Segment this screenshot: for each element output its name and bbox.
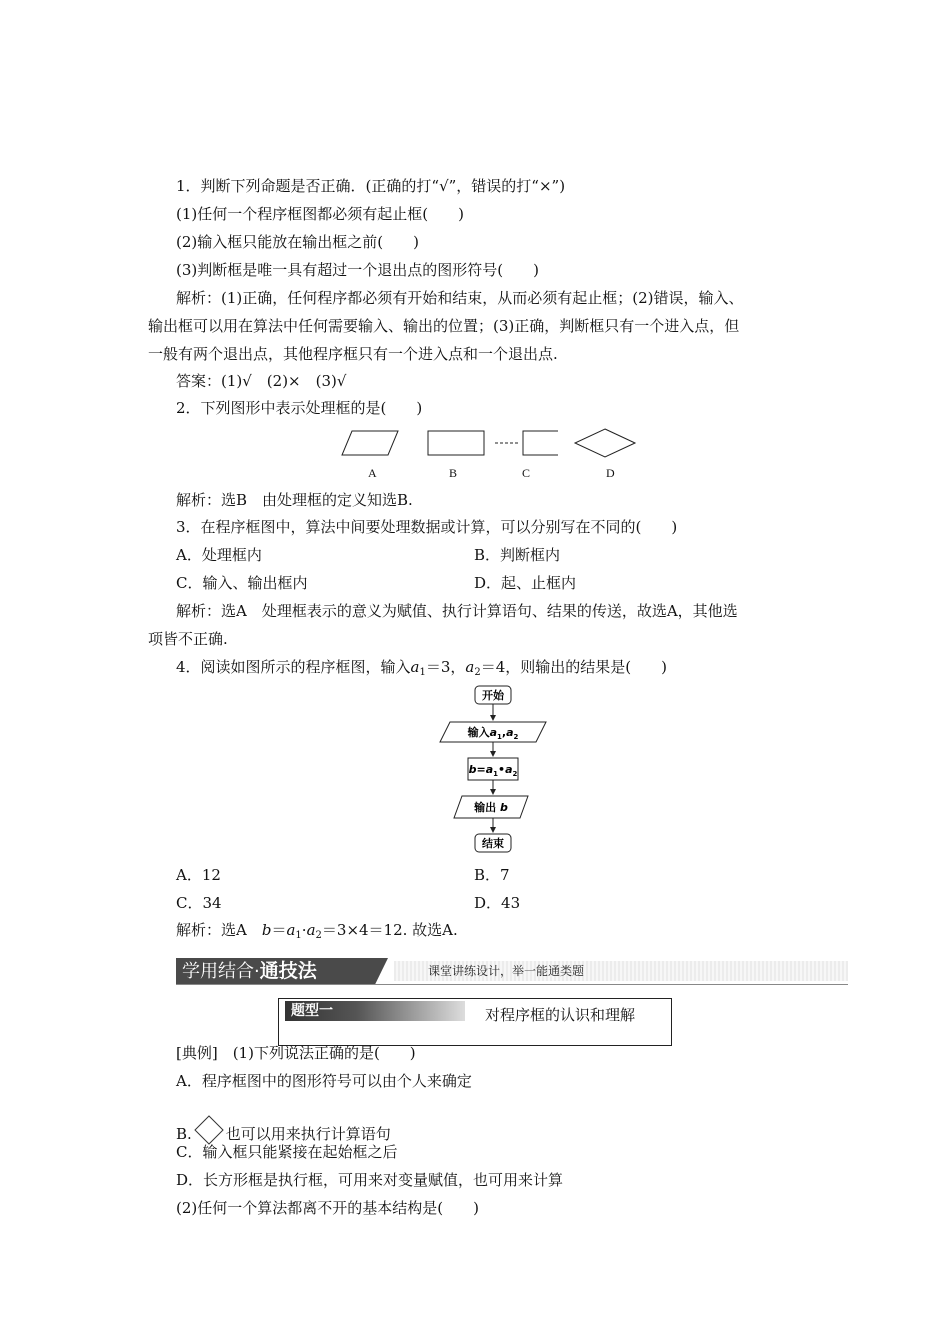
question-type-box [278, 998, 672, 1046]
q2-label-a: A [368, 466, 377, 480]
flow-input-text: 输入$a_1,a_2$ [467, 726, 519, 741]
q2-label-d: D [606, 466, 615, 480]
q3-option-c: C．输入、输出框内 [176, 574, 308, 592]
banner-underline [176, 984, 848, 985]
banner-title: 学用结合·通技法 [182, 960, 317, 982]
q3-option-d: D．起、止框内 [474, 574, 577, 592]
flow-process-text: $b=a_1•a_2$ [468, 763, 518, 778]
q1-answer: 答案：(1)√ (2)× (3)√ [176, 372, 347, 390]
q1-title: 1．判断下列命题是否正确．(正确的打“√”，错误的打“×”) [176, 177, 566, 195]
q2-title: 2．下列图形中表示处理框的是( ) [176, 399, 423, 417]
diamond-shape-icon [194, 1115, 224, 1145]
example-head: [典例] (1)下列说法正确的是( ) [176, 1044, 416, 1062]
q2-analysis: 解析：选B 由处理框的定义知选B. [176, 491, 413, 509]
q1-item-1: (1)任何一个程序框图都必须有起止框( ) [176, 205, 464, 223]
type-label: 题型一 [291, 1003, 333, 1019]
example-question-2: (2)任何一个算法都离不开的基本结构是( ) [176, 1199, 479, 1217]
q4-option-a: A．12 [176, 866, 221, 884]
example-option-b: B. 也可以用来执行计算语句 [176, 1115, 391, 1145]
q4-title: 4．阅读如图所示的程序框图，输入$a_1=3$，$a_2=4$，则输出的结果是( ) [176, 658, 667, 678]
type-title: 对程序框的认识和理解 [485, 1006, 636, 1024]
q4-option-d: D．43 [474, 894, 521, 912]
q1-item-3: (3)判断框是唯一具有超过一个退出点的图形符号( ) [176, 261, 539, 279]
q2-label-b: B [449, 466, 458, 480]
open-bracket-shape [523, 431, 558, 455]
q1-analysis-1: 解析：(1)正确，任何程序都必须有开始和结束，从而必须有起止框；(2)错误，输入、 [176, 289, 744, 307]
banner-subtitle: 课堂讲练设计，举一能通类题 [428, 964, 585, 978]
q1-analysis-3: 一般有两个退出点，其他程序框只有一个进入点和一个退出点. [148, 345, 558, 363]
example-option-d: D．长方形框是执行框，可用来对变量赋值，也可用来计算 [176, 1171, 564, 1189]
q4-option-c: C．34 [176, 894, 222, 912]
q2-label-c: C [522, 466, 531, 480]
q1-item-2: (2)输入框只能放在输出框之前( ) [176, 233, 419, 251]
flow-start-text: 开始 [482, 689, 504, 702]
section-banner [176, 958, 848, 984]
q1-analysis-2: 输出框可以用在算法中任何需要输入、输出的位置；(3)正确，判断框只有一个进入点，但 [148, 317, 740, 335]
example-option-a: A．程序框图中的图形符号可以由个人来确定 [176, 1072, 472, 1090]
parallelogram-shape [342, 431, 398, 455]
q4-analysis: 解析：选A $b=a_1\cdot a_2=3\times 4=12$. 故选A. [176, 921, 458, 941]
example-option-c: C．输入框只能紧接在起始框之后 [176, 1143, 398, 1161]
rectangle-shape [428, 431, 484, 455]
q3-analysis-2: 项皆不正确. [148, 630, 228, 648]
q4-flowchart [438, 684, 548, 856]
q3-title: 3．在程序框图中，算法中间要处理数据或计算，可以分别写在不同的( ) [176, 518, 678, 536]
q3-analysis-1: 解析：选A 处理框表示的意义为赋值、执行计算语句、结果的传送，故选A，其他选 [176, 602, 738, 620]
flow-end-text: 结束 [482, 837, 504, 850]
q3-option-a: A．处理框内 [176, 546, 262, 564]
q3-option-b: B．判断框内 [474, 546, 561, 564]
diamond-shape [575, 429, 635, 457]
q4-option-b: B．7 [474, 866, 510, 884]
q2-shapes-figure [340, 426, 640, 460]
flow-output-text: 输出 b [474, 801, 508, 814]
